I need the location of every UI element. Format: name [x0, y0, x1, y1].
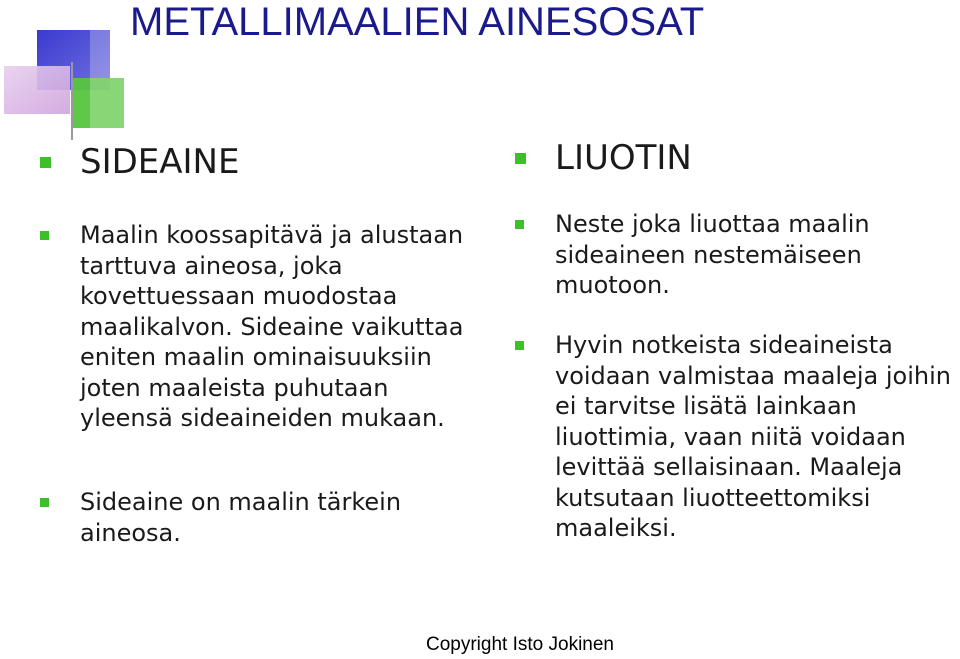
right-heading-text: LIUOTIN	[555, 138, 692, 178]
right-heading-bullet-icon	[515, 153, 526, 164]
right-bullet-2-text: Hyvin notkeista sideaineista voidaan valmistaa maaleja joihin ei tarvitse lisätä lainkaan liuottimia, vaan niitä voidaan levittää sellaisinaan. Maaleja kutsutaan liuotteettomiksi maaleiksi.	[555, 331, 951, 542]
left-heading-bullet-icon	[40, 157, 51, 168]
right-bullet-1-text: Neste joka liuottaa maalin sideaineen nestemäiseen muotoon.	[555, 210, 870, 299]
right-bullet-1-icon	[515, 220, 524, 229]
left-bullet-2-text: Sideaine on maalin tärkein aineosa.	[80, 488, 402, 547]
left-bullet-2	[40, 487, 480, 548]
right-bullet-2	[515, 330, 960, 544]
left-heading	[40, 143, 239, 181]
left-bullet-1-icon	[40, 231, 49, 240]
copyright-footer: Copyright Isto Jokinen	[426, 634, 614, 655]
deco-pink-square	[4, 66, 70, 114]
left-bullet-1-text: Maalin koossapitävä ja alustaan tarttuva aineosa, joka kovettuessaan muodostaa maalikalvon. Sideaine vaikuttaa eniten maalin ominaisuuksiin joten maaleista puhutaan yleensä sideaineiden mukaan.	[80, 221, 464, 432]
right-heading	[515, 139, 692, 177]
right-bullet-1	[515, 209, 960, 301]
left-bullet-2-icon	[40, 498, 49, 507]
right-bullet-2-icon	[515, 341, 524, 350]
left-heading-text: SIDEAINE	[80, 142, 240, 182]
slide-title: METALLIMAALIEN AINESOSAT	[130, 0, 705, 44]
left-bullet-1	[40, 220, 480, 434]
